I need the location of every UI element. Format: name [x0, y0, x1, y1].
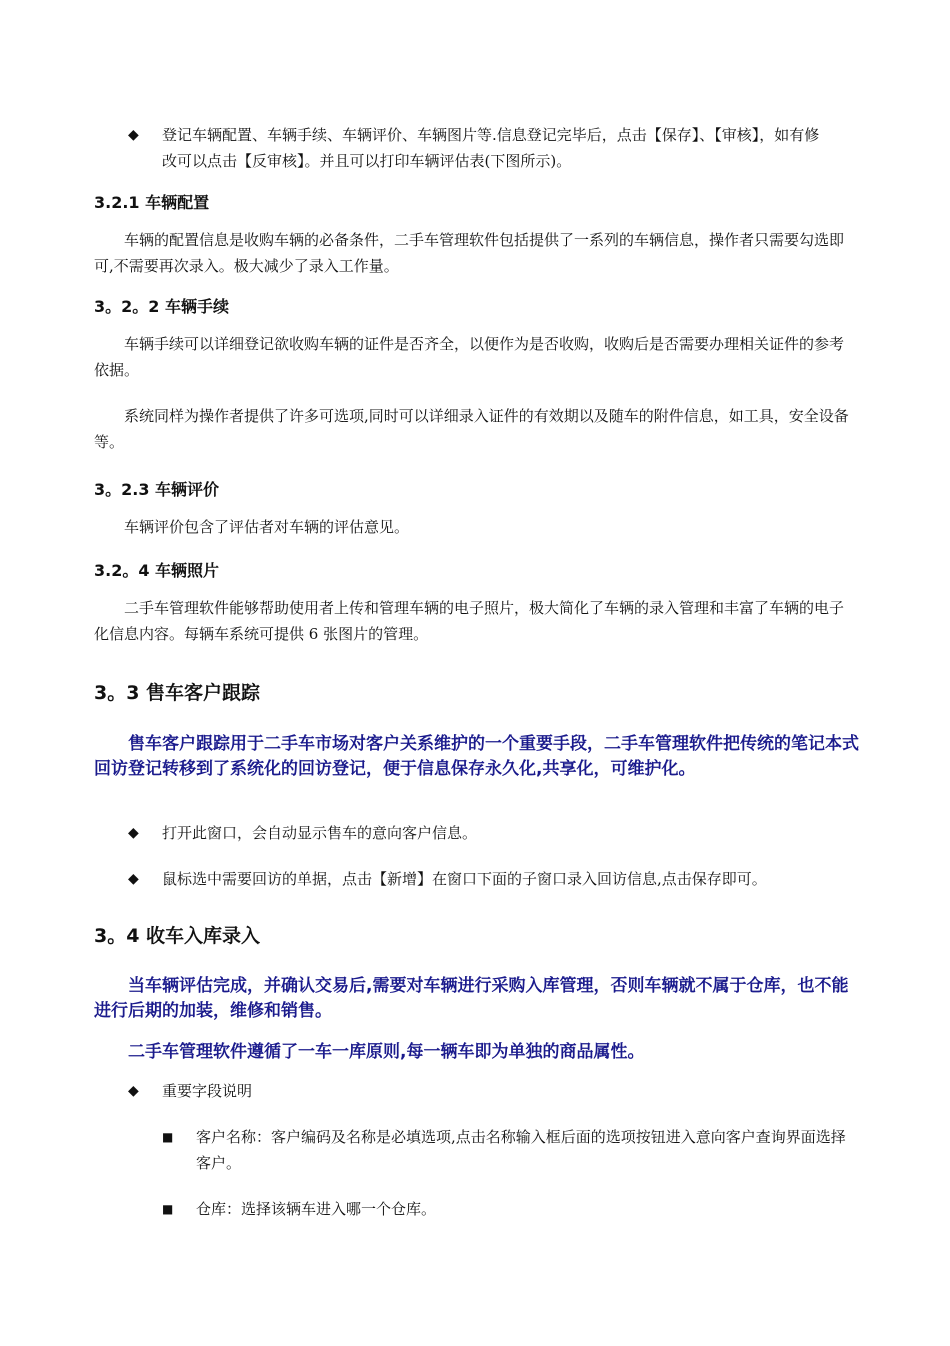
diamond-bullet-icon: ◆: [128, 825, 139, 841]
bullet-text: 重要字段说明: [162, 1082, 253, 1100]
bullet-text: 登记车辆配置、车辆手续、车辆评价、车辆图片等.信息登记完毕后，点击【保存】、【审核】，如有修改可以点击【反审核】。并且可以打印车辆评估表(下图所示)。: [162, 126, 820, 170]
paragraph: 车辆手续可以详细登记欲收购车辆的证件是否齐全，以便作为是否收购，收购后是否需要办理相关证件的参考依据。: [94, 335, 845, 379]
bullet-item: [128, 122, 828, 174]
section-heading-3-2-4: 3.2。4 车辆照片: [94, 561, 220, 580]
bullet-item: [128, 820, 858, 846]
diamond-bullet-icon: ◆: [128, 1083, 139, 1099]
highlight-paragraph: 二手车管理软件遵循了一车一库原则,每一辆车即为单独的商品属性。: [128, 1042, 645, 1062]
highlight-paragraph: 售车客户跟踪用于二手车市场对客户关系维护的一个重要手段，二手车管理软件把传统的笔记本式回访登记转移到了系统化的回访登记，便于信息保存永久化,共享化，可维护化。: [94, 734, 859, 779]
square-bullet-icon: ■: [162, 1202, 174, 1216]
paragraph: 车辆评价包含了评估者对车辆的评估意见。: [124, 518, 410, 536]
sub-bullet-text: 仓库：选择该辆车进入哪一个仓库。: [196, 1200, 437, 1218]
section-heading-3-2-2: 3。2。2 车辆手续: [94, 297, 229, 316]
paragraph: 二手车管理软件能够帮助使用者上传和管理车辆的电子照片，极大简化了车辆的录入管理和丰富了车辆的电子化信息内容。每辆车系统可提供 6 张图片的管理。: [94, 599, 845, 643]
section-heading-3-3: 3。3 售车客户跟踪: [94, 682, 261, 704]
square-bullet-icon: ■: [162, 1130, 174, 1144]
diamond-bullet-icon: ◆: [128, 127, 139, 143]
paragraph: 系统同样为操作者提供了许多可选项,同时可以详细录入证件的有效期以及随车的附件信息，如工具，安全设备等。: [94, 407, 849, 451]
section-heading-3-4: 3。4 收车入库录入: [94, 925, 261, 947]
bullet-text: 鼠标选中需要回访的单据，点击【新增】在窗口下面的子窗口录入回访信息,点击保存即可。: [162, 870, 767, 888]
bullet-text: 打开此窗口，会自动显示售车的意向客户信息。: [162, 824, 478, 842]
sub-bullet-item: [162, 1196, 858, 1222]
sub-bullet-text: 客户名称：客户编码及名称是必填选项,点击名称输入框后面的选项按钮进入意向客户查询界面选择客户。: [196, 1128, 846, 1172]
section-heading-3-2-1: 3.2.1 车辆配置: [94, 193, 210, 212]
diamond-bullet-icon: ◆: [128, 871, 139, 887]
bullet-item: [128, 1078, 858, 1104]
bullet-item: [128, 866, 858, 892]
highlight-paragraph: 当车辆评估完成，并确认交易后,需要对车辆进行采购入库管理，否则车辆就不属于仓库，也不能进行后期的加装，维修和销售。: [94, 976, 849, 1021]
sub-bullet-item: [162, 1124, 858, 1176]
paragraph: 车辆的配置信息是收购车辆的必备条件，二手车管理软件包括提供了一系列的车辆信息，操作者只需要勾选即可,不需要再次录入。极大减少了录入工作量。: [94, 231, 845, 275]
section-heading-3-2-3: 3。2.3 车辆评价: [94, 480, 220, 499]
